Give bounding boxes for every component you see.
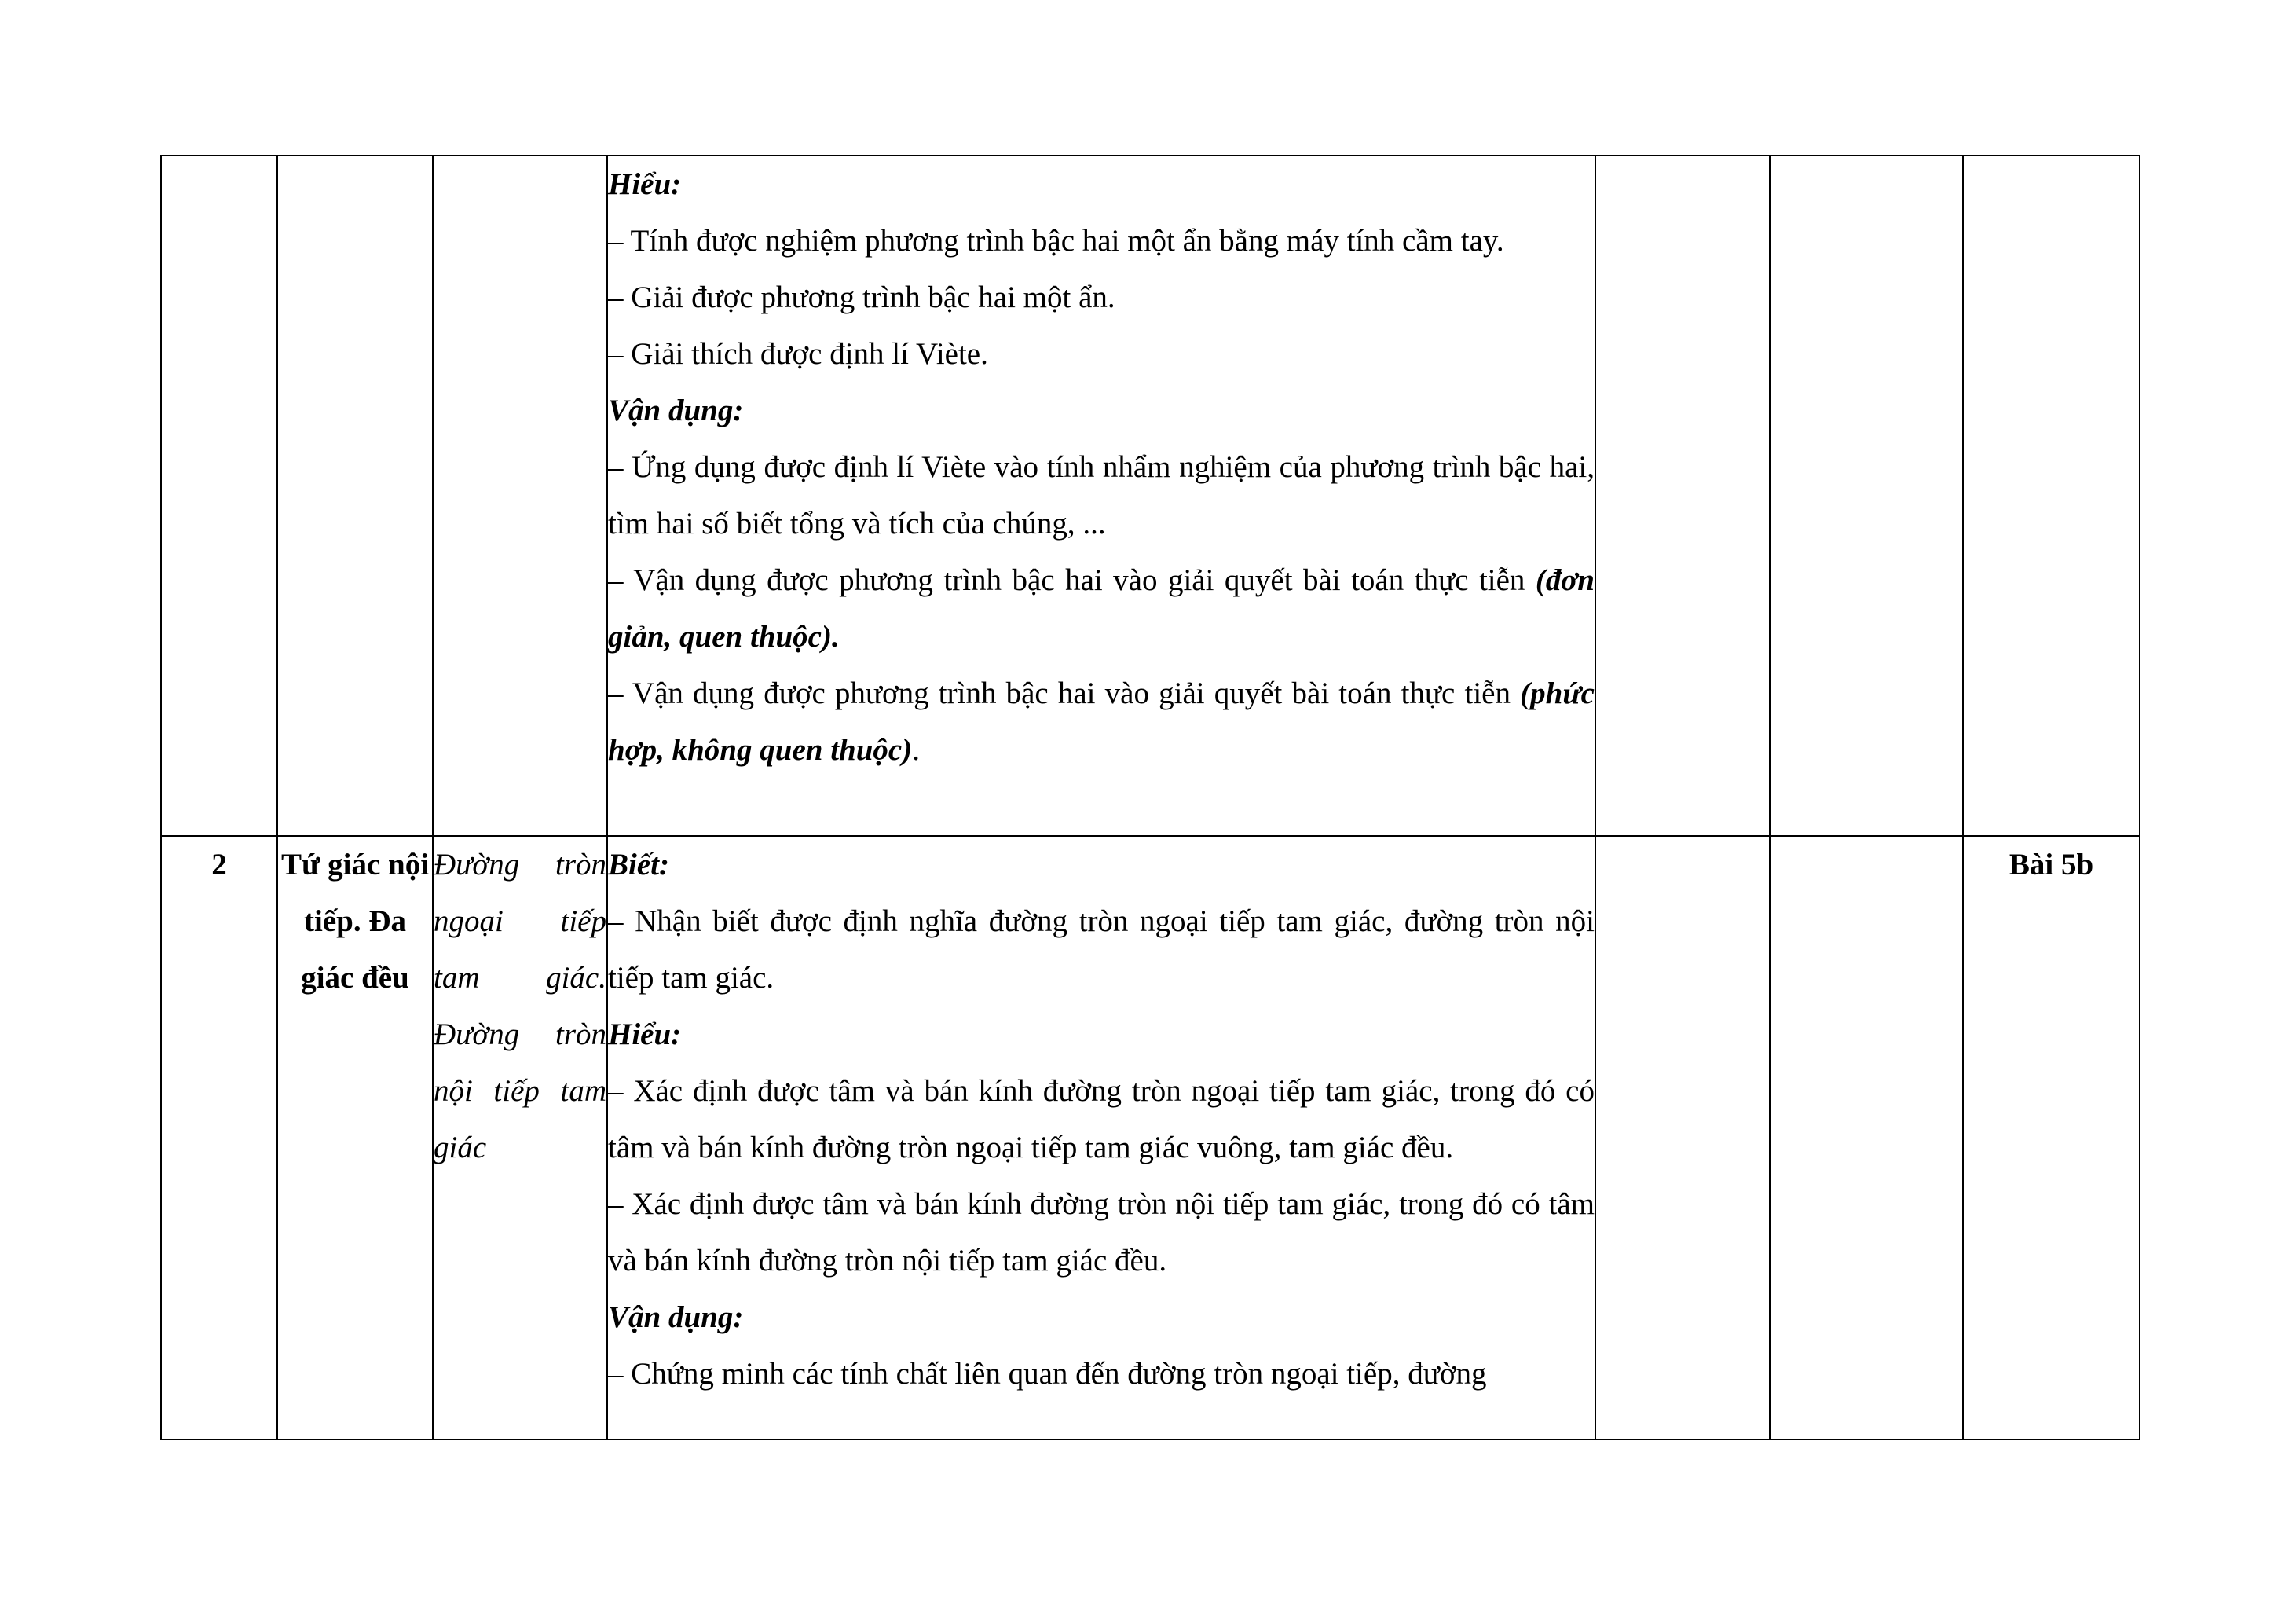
requirement-item: – Giải được phương trình bậc hai một ẩn.	[608, 280, 1115, 314]
requirement-heading: Vận dụng:	[608, 394, 744, 427]
requirement-item	[608, 552, 1595, 665]
requirement-tail: .	[912, 733, 920, 767]
requirement-emphasis: (phức hợp, không quen thuộc)	[608, 676, 1595, 767]
requirement-text: – Vận dụng được phương trình bậc hai vào giải quyết bài toán thực tiễn	[608, 563, 1525, 597]
assessment-matrix-table	[160, 155, 2140, 1440]
row2-count-cell-2	[1770, 836, 1963, 1439]
requirement-item: – Xác định được tâm và bán kính đường tròn ngoại tiếp tam giác, trong đó có tâm và bán kính đường tròn ngoại tiếp tam giác vuông, tam giác đều.	[608, 1074, 1595, 1164]
requirement-heading: Hiểu:	[608, 167, 682, 201]
row1-count-cell-1	[1595, 156, 1770, 836]
row1-topic-cell	[277, 156, 433, 836]
requirement-item: – Tính được nghiệm phương trình bậc hai một ẩn bằng máy tính cầm tay.	[608, 224, 1504, 258]
row1-note-cell	[1963, 156, 2140, 836]
requirement-item: – Xác định được tâm và bán kính đường tròn nội tiếp tam giác, trong đó có tâm và bán kính đường tròn nội tiếp tam giác đều.	[608, 1187, 1595, 1278]
requirement-item: – Ứng dụng được định lí Viète vào tính nhẩm nghiệm của phương trình bậc hai, tìm hai số biết tổng và tích của chúng, ...	[608, 450, 1595, 541]
row1-number-cell	[161, 156, 277, 836]
requirement-heading: Hiểu:	[608, 1017, 682, 1051]
requirement-heading: Vận dụng:	[608, 1300, 744, 1334]
row1-count-cell-2	[1770, 156, 1963, 836]
requirement-heading: Biết:	[608, 848, 669, 882]
row2-count-cell-1	[1595, 836, 1770, 1439]
table-row	[161, 156, 2140, 836]
row1-unit-cell	[433, 156, 607, 836]
requirement-item: – Giải thích được định lí Viète.	[608, 337, 988, 371]
row2-unit-cell: Đường tròn ngoại tiếp tam giác. Đường tròn nội tiếp tam giác	[433, 836, 607, 1439]
requirement-emphasis: (đơn giản, quen thuộc).	[608, 563, 1595, 654]
row1-requirements-cell	[607, 156, 1595, 836]
table-row	[161, 836, 2140, 1439]
row2-topic-cell: Tứ giác nội tiếp. Đa giác đều	[277, 836, 433, 1439]
requirement-item: – Chứng minh các tính chất liên quan đến đường tròn ngoại tiếp, đường	[608, 1357, 1487, 1391]
requirement-item: – Nhận biết được định nghĩa đường tròn ngoại tiếp tam giác, đường tròn nội tiếp tam giác.	[608, 904, 1595, 995]
row2-number-cell: 2	[161, 836, 277, 1439]
requirement-text: – Vận dụng được phương trình bậc hai vào giải quyết bài toán thực tiễn	[608, 676, 1511, 710]
requirement-item	[608, 665, 1595, 779]
row2-requirements-cell	[607, 836, 1595, 1439]
row2-note-cell: Bài 5b	[1963, 836, 2140, 1439]
